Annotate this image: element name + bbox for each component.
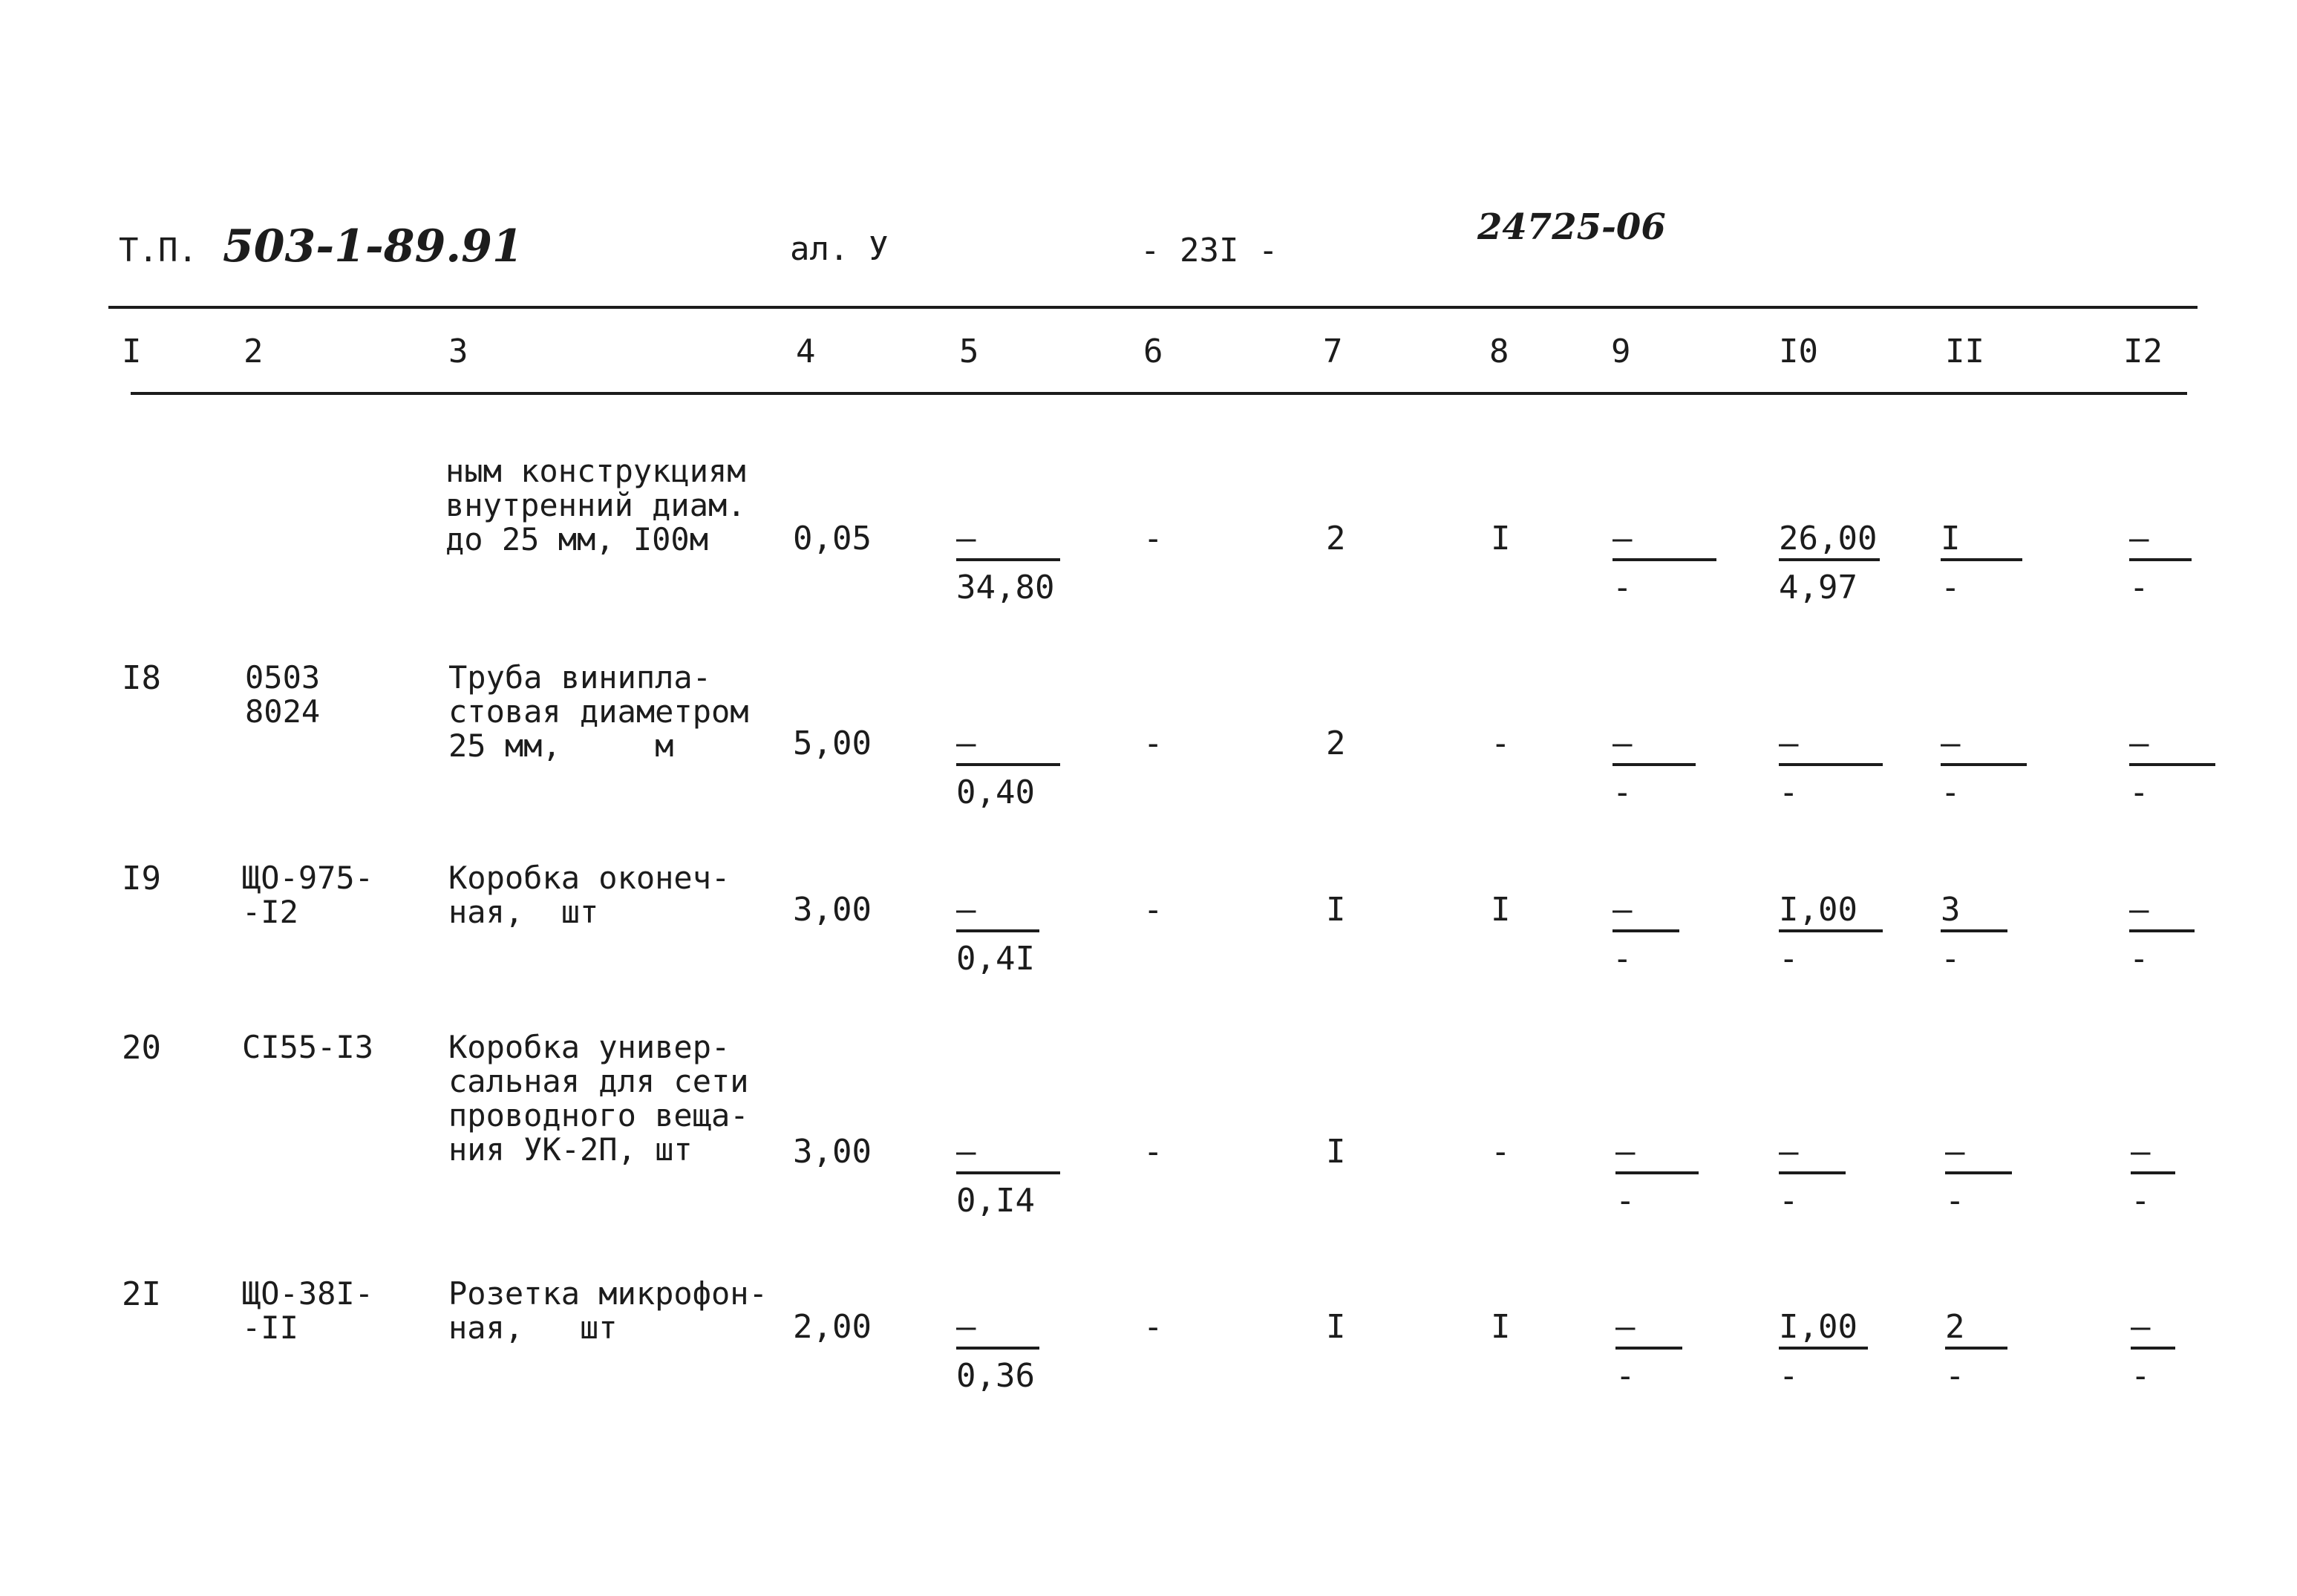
col10-top: – bbox=[1779, 1136, 1846, 1174]
col5-fraction bbox=[956, 1133, 1060, 1220]
col10-fraction bbox=[1779, 520, 1880, 606]
col5-bottom: 0,4I bbox=[956, 940, 1035, 978]
col5-fraction bbox=[956, 727, 1060, 809]
col8-value: I bbox=[1491, 891, 1511, 929]
col10-top: I,00 bbox=[1779, 894, 1883, 932]
col12-top: – bbox=[2129, 894, 2195, 932]
col12-fraction bbox=[2129, 727, 2215, 809]
row-number: I9 bbox=[122, 860, 161, 897]
row-description: Розетка микрофон- ная, шт bbox=[448, 1275, 768, 1346]
col9-bottom: - bbox=[1613, 569, 1633, 606]
col11-fraction bbox=[1941, 727, 2027, 809]
col10-top: – bbox=[1779, 727, 1883, 766]
row-quantity: 5,00 bbox=[793, 725, 872, 762]
col12-bottom: - bbox=[2129, 774, 2149, 811]
col5-top: – bbox=[956, 523, 1060, 561]
col11-bottom: - bbox=[1945, 1357, 1965, 1395]
col9-top: – bbox=[1613, 523, 1716, 561]
col8-value: I bbox=[1491, 520, 1511, 557]
col10-bottom: - bbox=[1779, 774, 1799, 811]
row-quantity: 2,00 bbox=[793, 1308, 872, 1346]
col9-fraction bbox=[1613, 727, 1696, 809]
header-bottom-rule bbox=[131, 392, 2187, 395]
column-header: I2 bbox=[2123, 333, 2163, 370]
col12-bottom: - bbox=[2129, 569, 2149, 606]
col11-fraction bbox=[1941, 891, 2007, 978]
row-number: 20 bbox=[122, 1029, 161, 1067]
col11-top: – bbox=[1945, 1136, 2012, 1174]
col8-value: - bbox=[1491, 1133, 1511, 1171]
col9-fraction bbox=[1613, 891, 1679, 978]
column-header: 7 bbox=[1323, 333, 1343, 370]
col11-bottom: - bbox=[1941, 940, 1961, 978]
row-code: CI55-I3 bbox=[242, 1029, 374, 1065]
col12-bottom: - bbox=[2129, 940, 2149, 978]
col7-value: I bbox=[1326, 1133, 1346, 1171]
col12-fraction bbox=[2131, 1133, 2175, 1220]
column-header: 5 bbox=[959, 333, 979, 370]
col6-value: - bbox=[1143, 891, 1163, 929]
col10-bottom: - bbox=[1779, 940, 1799, 978]
column-header: 8 bbox=[1489, 333, 1509, 370]
row-description: Труба винипла- стовая диаметром 25 мм, м bbox=[448, 659, 749, 764]
column-header: I bbox=[122, 333, 142, 370]
col12-fraction bbox=[2129, 891, 2195, 978]
col9-top: – bbox=[1615, 1311, 1682, 1350]
col6-value: - bbox=[1143, 1308, 1163, 1346]
col9-fraction bbox=[1615, 1133, 1699, 1220]
row-quantity: 3,00 bbox=[793, 1133, 872, 1171]
col12-bottom: - bbox=[2131, 1357, 2151, 1395]
col5-fraction bbox=[956, 891, 1039, 978]
col11-fraction bbox=[1945, 1133, 2012, 1220]
col5-fraction bbox=[956, 1308, 1039, 1395]
row-code: 0503 8024 bbox=[245, 659, 321, 730]
col5-bottom: 34,80 bbox=[956, 569, 1055, 606]
col10-bottom: 4,97 bbox=[1779, 569, 1857, 606]
col11-top: – bbox=[1941, 727, 2027, 766]
col8-value: - bbox=[1491, 725, 1511, 762]
col6-value: - bbox=[1143, 1133, 1163, 1171]
col9-top: – bbox=[1613, 727, 1696, 766]
col5-top: – bbox=[956, 1311, 1039, 1350]
col6-value: - bbox=[1143, 520, 1163, 557]
col11-bottom: - bbox=[1941, 569, 1961, 606]
col8-value: I bbox=[1491, 1308, 1511, 1346]
col12-bottom: - bbox=[2131, 1182, 2151, 1220]
col11-top: I bbox=[1941, 523, 2022, 561]
header-top-rule bbox=[108, 306, 2198, 309]
album-label: ал. У bbox=[790, 230, 889, 268]
col11-fraction bbox=[1945, 1308, 2007, 1395]
col5-bottom: 0,I4 bbox=[956, 1182, 1035, 1220]
col9-fraction bbox=[1615, 1308, 1682, 1395]
col11-fraction bbox=[1941, 520, 2022, 606]
col10-fraction bbox=[1779, 891, 1883, 978]
document-number: 24725-06 bbox=[1477, 206, 1666, 248]
col10-fraction bbox=[1779, 727, 1883, 809]
col7-value: I bbox=[1326, 891, 1346, 929]
column-header: I0 bbox=[1779, 333, 1818, 370]
col10-top: 26,00 bbox=[1779, 523, 1880, 561]
col9-fraction bbox=[1613, 520, 1716, 606]
column-header: 2 bbox=[244, 333, 264, 370]
project-code: 503-1-89.91 bbox=[223, 220, 523, 272]
col5-fraction bbox=[956, 520, 1060, 606]
col11-top: 3 bbox=[1941, 894, 2007, 932]
col5-bottom: 0,36 bbox=[956, 1357, 1035, 1395]
col5-bottom: 0,40 bbox=[956, 774, 1035, 811]
column-header: 9 bbox=[1611, 333, 1631, 370]
row-number: 2I bbox=[122, 1275, 161, 1313]
col10-fraction bbox=[1779, 1133, 1846, 1220]
col9-top: – bbox=[1613, 894, 1679, 932]
row-quantity: 3,00 bbox=[793, 891, 872, 929]
col5-top: – bbox=[956, 1136, 1060, 1174]
row-description: Коробка универ- сальная для сети проводного веща- ния УК-2П, шт bbox=[448, 1029, 749, 1168]
row-description: ным конструкциям внутренний диам. до 25 мм, I00м bbox=[445, 453, 746, 557]
row-quantity: 0,05 bbox=[793, 520, 872, 557]
col9-bottom: - bbox=[1615, 1182, 1636, 1220]
col9-bottom: - bbox=[1615, 1357, 1636, 1395]
col12-fraction bbox=[2131, 1308, 2175, 1395]
col9-top: – bbox=[1615, 1136, 1699, 1174]
col5-top: – bbox=[956, 894, 1039, 932]
col6-value: - bbox=[1143, 725, 1163, 762]
col10-fraction bbox=[1779, 1308, 1868, 1395]
col5-top: – bbox=[956, 727, 1060, 766]
col10-bottom: - bbox=[1779, 1182, 1799, 1220]
column-header: 3 bbox=[448, 333, 468, 370]
col7-value: 2 bbox=[1326, 725, 1346, 762]
column-header: 4 bbox=[796, 333, 816, 370]
col10-top: I,00 bbox=[1779, 1311, 1868, 1350]
col9-bottom: - bbox=[1613, 940, 1633, 978]
row-number: I8 bbox=[122, 659, 161, 697]
col10-bottom: - bbox=[1779, 1357, 1799, 1395]
column-header: 6 bbox=[1143, 333, 1163, 370]
col7-value: 2 bbox=[1326, 520, 1346, 557]
col11-top: 2 bbox=[1945, 1311, 2007, 1350]
col12-top: – bbox=[2131, 1311, 2175, 1350]
col11-bottom: - bbox=[1945, 1182, 1965, 1220]
col12-fraction bbox=[2129, 520, 2192, 606]
col12-top: – bbox=[2131, 1136, 2175, 1174]
column-header: II bbox=[1945, 333, 1984, 370]
row-code: ЩО-975- -I2 bbox=[242, 860, 374, 930]
col11-bottom: - bbox=[1941, 774, 1961, 811]
col7-value: I bbox=[1326, 1308, 1346, 1346]
page-number: - 23I - bbox=[1140, 232, 1278, 269]
tp-label: Т.П. bbox=[119, 232, 197, 269]
col12-top: – bbox=[2129, 727, 2215, 766]
col12-top: – bbox=[2129, 523, 2192, 561]
row-code: ЩО-38I- -II bbox=[242, 1275, 374, 1346]
row-description: Коробка оконеч- ная, шт bbox=[448, 860, 731, 930]
col9-bottom: - bbox=[1613, 774, 1633, 811]
